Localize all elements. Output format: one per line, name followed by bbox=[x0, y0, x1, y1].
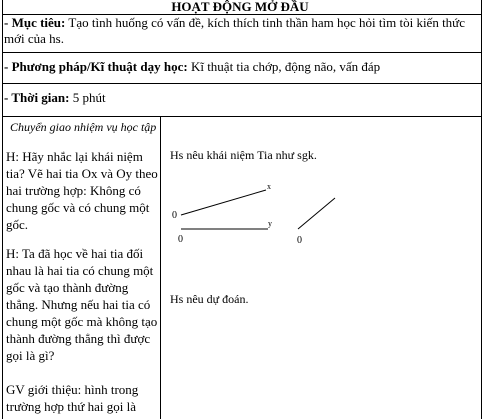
objective-text: Tạo tình huống có vấn đề, kích thích tinh thần ham học hỏi tìm tòi kiến thức mới của hs. bbox=[4, 15, 465, 46]
left-block-1: H: Hãy nhắc lại khái niệm tia? Vẽ hai tia Ox và Oy theo hai trường hợp: Không có chung gốc và có chung một gốc. bbox=[6, 149, 158, 232]
label-o2: 0 bbox=[297, 235, 302, 246]
label-x: x bbox=[267, 182, 271, 191]
method-text: Kĩ thuật tia chớp, động não, vấn đáp bbox=[187, 59, 381, 74]
left-block-2: H: Ta đã học về hai tia đối nhau là hai tia có chung một gốc và tạo thành đường thẳng. Nhưng nếu hai tia có chung một gốc mà không tạo thành đường thẳng thì được gọi là gì? bbox=[6, 246, 158, 363]
left-column-header: Chuyển giao nhiệm vụ học tập bbox=[10, 120, 157, 134]
right-block-2: Hs nêu dự đoán. bbox=[170, 292, 249, 306]
time-text: 5 phút bbox=[69, 90, 106, 105]
right-block-1: Hs nêu khái niệm Tia như sgk. bbox=[170, 148, 317, 162]
label-o1b: 0 bbox=[178, 234, 183, 245]
ray-ox bbox=[181, 190, 266, 215]
ray-shared-origin bbox=[298, 198, 335, 229]
section-title: HOẠT ĐỘNG MỞ ĐẦU bbox=[171, 0, 309, 14]
time-label: - Thời gian: bbox=[4, 90, 70, 105]
label-y: y bbox=[268, 219, 272, 228]
method-label: - Phương pháp/Kĩ thuật dạy học: bbox=[4, 59, 188, 74]
left-block-3: GV giới thiệu: hình trong trường hợp thứ hai gọi là bbox=[6, 382, 139, 414]
objective-label: - Mục tiêu: bbox=[4, 15, 66, 30]
label-o1: 0 bbox=[172, 210, 177, 221]
